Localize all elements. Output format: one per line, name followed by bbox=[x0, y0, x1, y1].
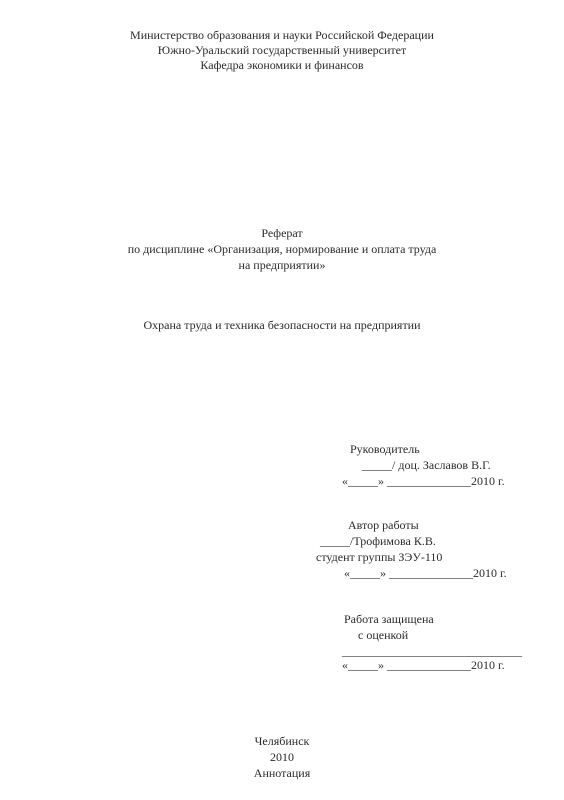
city: Челябинск bbox=[254, 734, 310, 748]
topic-title: Охрана труда и техника безопасности на предприятии bbox=[143, 318, 421, 332]
next-section-heading: Аннотация bbox=[253, 766, 311, 780]
supervisor-label: Руководитель bbox=[350, 442, 420, 456]
year: 2010 bbox=[270, 750, 294, 764]
defense-date: «_____» ______________2010 г. bbox=[342, 658, 505, 672]
defense-label: Работа защищена bbox=[344, 612, 434, 626]
supervisor-name: _____/ доц. Заславов В.Г. bbox=[362, 458, 491, 472]
defense-blank-line: ______________________________ bbox=[342, 644, 522, 658]
author-label: Автор работы bbox=[348, 518, 419, 532]
discipline-line-2: на предприятии» bbox=[238, 258, 326, 272]
author-date: «_____» ______________2010 г. bbox=[344, 566, 507, 580]
ministry-line: Министерство образования и науки Российской Федерации bbox=[130, 28, 434, 42]
author-name: _____/Трофимова К.В. bbox=[320, 534, 436, 548]
university-line: Южно-Уральский государственный университет bbox=[157, 43, 407, 57]
department-line: Кафедра экономики и финансов bbox=[200, 58, 364, 72]
defense-grade: с оценкой bbox=[358, 628, 409, 642]
author-group: студент группы ЗЭУ-110 bbox=[316, 550, 443, 564]
supervisor-date: «_____» ______________2010 г. bbox=[342, 474, 505, 488]
document-kind: Реферат bbox=[261, 226, 303, 240]
discipline-line-1: по дисциплине «Организация, нормирование и оплата труда bbox=[127, 242, 437, 256]
